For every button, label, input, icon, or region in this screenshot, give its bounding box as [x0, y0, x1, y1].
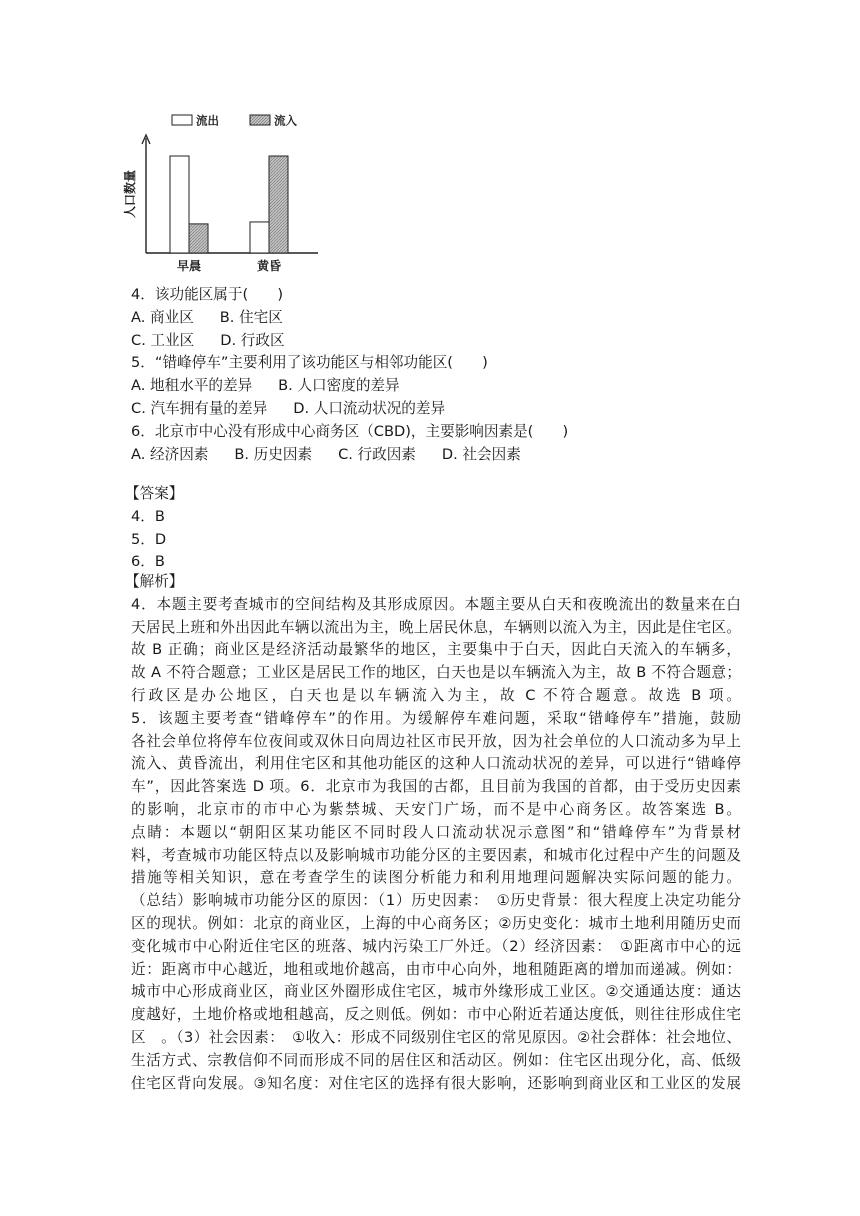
bar-inflow [189, 224, 208, 253]
answer-block [125, 483, 741, 574]
analysis-line: 各社会单位将停车位夜间或双休日向周边社区市民开放，因为社会单位的人口流动多为早上 [131, 732, 741, 750]
analysis-line: 4．本题主要考查城市的空间结构及其形成原因。本题主要从白天和夜晚流出的数量来在白 [131, 595, 741, 613]
answer-option: B. 人口密度的差异 [278, 377, 400, 395]
analysis-line: 故 A 不符合题意；工业区是居民工作的地区，白天也是以车辆流入为主，故 B 不符合题意； [131, 664, 741, 682]
answer-option: D. 人口流动状况的差异 [293, 399, 446, 417]
analysis-line: 车”，因此答案选 D 项。6．北京市为我国的古都，且目前为我国的首都，由于受历史因素 [131, 778, 741, 796]
analysis-line: 度越好，土地价格或地租越高，反之则低。例如：市中心附近若通达度低，则往往形成住宅 [131, 1006, 741, 1024]
analysis-line: 住宅区背向发展。③知名度：对住宅区的选择有很大影响，还影响到商业区和工业区的发展 [131, 1074, 741, 1092]
question-block [131, 284, 741, 466]
analysis-line: 措施等相关知识，意在考查学生的读图分析能力和利用地理问题解决实际问题的能力。 [131, 869, 741, 887]
answer-item: 5．D [131, 530, 167, 548]
answer-option: D. 行政区 [220, 331, 285, 349]
analysis-line: 近：距离市中心越近，地租或地价越高，由市中心向外，地租随距离的增加而递减。例如： [131, 960, 741, 978]
analysis-line: 料，考查城市功能区特点以及影响城市功能分区的主要因素，和城市化过程中产生的问题及 [131, 846, 741, 864]
option-row [131, 444, 741, 467]
answer-option: D. 社会因素 [441, 445, 521, 463]
analysis-line: 生活方式、宗教信仰不同而形成不同的居住区和活动区。例如：住宅区出现分化，高、低级 [131, 1051, 741, 1069]
analysis-block [125, 571, 741, 1095]
analysis-line: 变化城市中心附近住宅区的班落、城内污染工厂外迁。（2）经济因素： ①距离市中心的远 [131, 937, 741, 955]
option-row [131, 398, 741, 421]
answer-option: C. 工业区 [131, 331, 195, 349]
answer-option: C. 汽车拥有量的差异 [131, 399, 268, 417]
analysis-line: 天居民上班和外出因此车辆以流出为主，晚上居民休息，车辆则以流入为主，因此是住宅区。 [131, 618, 741, 636]
analysis-line: 的影响，北京市的市中心为紫禁城、天安门广场，而不是中心商务区。故答案选 B。 [131, 800, 741, 818]
answer-option: A. 经济因素 [131, 445, 209, 463]
option-row [131, 375, 741, 398]
chart-x-ticks [177, 258, 281, 273]
legend-label: 流出 [196, 113, 219, 128]
analysis-line: 行政区是办公地区，白天也是以车辆流入为主，故 C 不符合题意。故选 B 项。 [131, 686, 741, 704]
analysis-line: 城市中心形成商业区，商业区外圈形成住宅区，城市外缘形成工业区。②交通通达度：通达 [131, 983, 741, 1001]
analysis-line: 故 B 正确；商业区是经济活动最繁华的地区，主要集中于白天，因此白天流入的车辆多， [131, 641, 741, 659]
option-row [131, 330, 741, 353]
x-tick-label: 黄昏 [256, 259, 282, 273]
chart-legend [172, 114, 297, 128]
legend-label: 流入 [274, 113, 297, 128]
option-row [131, 307, 741, 330]
legend-swatch-inflow [250, 115, 270, 125]
population-flow-bar-chart [120, 108, 330, 280]
answer-option: A. 地租水平的差异 [131, 377, 253, 395]
analysis-line: 流入、黄昏流出，利用住宅区和其他功能区的这种人口流动状况的差异，可以进行“错峰停 [131, 755, 741, 773]
analysis-line: （总结）影响城市功能分区的原因：（1）历史因素： ①历史背景：很大程度上决定功能分 [131, 892, 741, 910]
chart-axes [142, 135, 318, 253]
analysis-heading: 【解析】 [125, 573, 184, 590]
answer-heading: 【答案】 [125, 485, 184, 502]
bar-outflow [250, 222, 269, 253]
question-stem: 6．北京市中心没有形成中心商务区（CBD)，主要影响因素是( ) [131, 422, 569, 440]
legend-swatch-outflow [172, 115, 192, 125]
answer-item: 6．B [131, 553, 165, 571]
question-stem: 5．“错峰停车”主要利用了该功能区与相邻功能区( ) [131, 354, 488, 372]
answer-item: 4．B [131, 507, 165, 525]
bar-inflow [269, 156, 288, 253]
answer-option: B. 住宅区 [219, 308, 283, 326]
answer-option: A. 商业区 [131, 308, 194, 326]
question-stem: 4．该功能区属于( ) [131, 286, 284, 303]
answer-option: C. 行政因素 [338, 445, 416, 463]
analysis-line: 区的现状。例如：北京的商业区，上海的中心商务区；②历史变化：城市土地利用随历史而 [131, 914, 741, 932]
analysis-line: 点睛：本题以“朝阳区某功能区不同时段人口流动状况示意图”和“错峰停车”为背景材 [131, 823, 741, 841]
bar-outflow [170, 156, 189, 253]
analysis-line: 5．该题主要考查“错峰停车”的作用。为缓解停车难问题，采取“错峰停车”措施，鼓励 [131, 709, 741, 727]
x-tick-label: 早晨 [176, 259, 202, 273]
analysis-line: 区 。（3）社会因素： ①收入：形成不同级别住宅区的常见原因。②社会群体：社会地位、 [131, 1028, 741, 1046]
chart-y-axis-label: 人口数量 [123, 169, 137, 219]
chart-bars [170, 156, 288, 253]
answer-option: B. 历史因素 [234, 445, 313, 463]
